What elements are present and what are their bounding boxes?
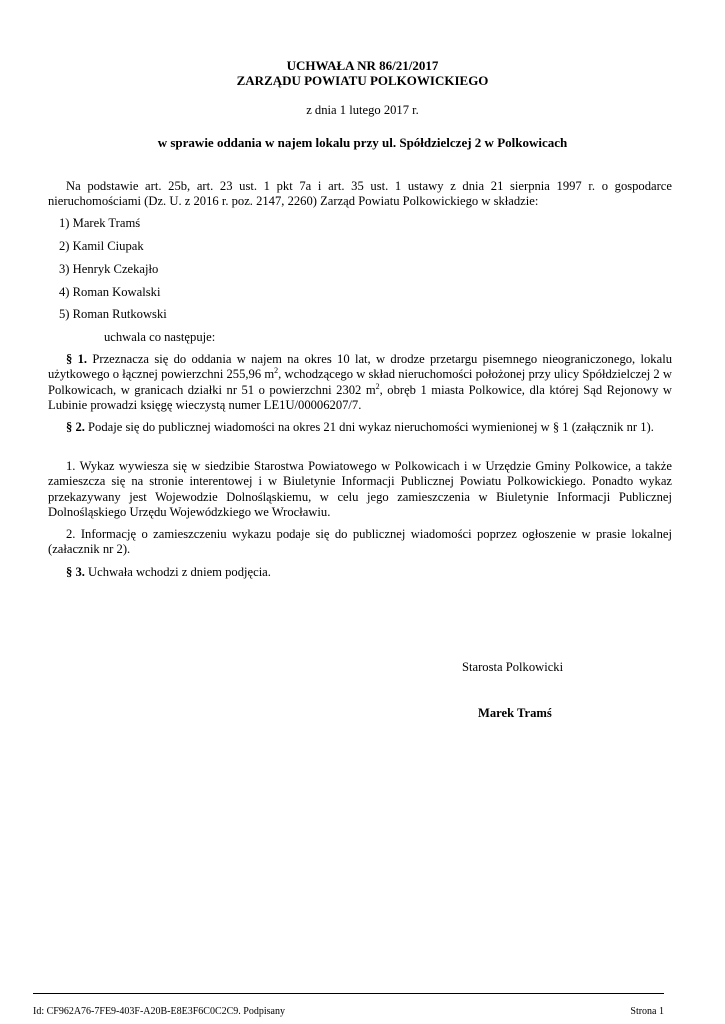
section-1-label: § 1. (66, 352, 88, 366)
section-3 (48, 565, 672, 580)
intro-paragraph: Na podstawie art. 25b, art. 23 ust. 1 pkt 7a i art. 35 ust. 1 ustawy z dnia 21 sierpnia 1997 r. o gospodarce nieruchomościami (Dz. U. z 2016 r. poz. 2147, 2260) Zarząd Powiatu Polkowickiego w składzie: (48, 179, 672, 209)
section-1-text-a: Przeznacza się do oddania w najem na okres 10 lat, w drodze przetargu pisemnego nieograniczonego, lokalu użytkowego o łącznej powierzchni 255,96 m (48, 352, 672, 382)
issuing-body: ZARZĄDU POWIATU POLKOWICKIEGO (236, 73, 489, 88)
footer-divider (33, 993, 664, 994)
section-2 (48, 420, 672, 435)
section-3-label: § 3. (66, 565, 85, 579)
signatory-name: Marek Tramś (478, 706, 552, 720)
resolves-statement: uchwala co następuje: (104, 330, 216, 344)
member-item: 3) Henryk Czekajło (59, 262, 159, 276)
resolution-subject: w sprawie oddania w najem lokalu przy ul. Spółdzielczej 2 w Polkowicach (157, 135, 568, 150)
member-item: 4) Roman Kowalski (59, 285, 161, 299)
resolution-date: z dnia 1 lutego 2017 r. (306, 103, 419, 117)
resolution-number: UCHWAŁA NR 86/21/2017 (286, 58, 439, 73)
section-2-point-2: 2. Informację o zamieszczeniu wykazu podaje się do publicznej wiadomości poprzez ogłoszenie w prasie lokalnej (załacznik nr 2). (48, 527, 672, 557)
superscript: 2 (375, 381, 380, 391)
document-id: Id: CF962A76-7FE9-403F-A20B-E8E3F6C0C2C9. Podpisany (33, 1006, 285, 1017)
section-1-text-c: , obręb 1 miasta Polkowice, dla której Sąd Rejonowy w Lubinie prowadzi księgę wieczystą numer LE1U/00006207/7. (48, 382, 672, 413)
section-2-text: Podaje się do publicznej wiadomości na okres 21 dni wykaz nieruchomości wymienionej w § 1 (załącznik nr 1). (84, 420, 654, 434)
member-item: 2) Kamil Ciupak (59, 239, 144, 253)
section-1-text-b: , wchodzącego w skład nieruchomości położonej przy ulicy Spółdzielczej 2 w Polkowicach, w granicach działki nr 51 o powierzchni 2302 m (48, 367, 672, 397)
section-1 (48, 352, 672, 414)
section-2-point-1: 1. Wykaz wywiesza się w siedzibie Starostwa Powiatowego w Polkowicach i w Urzędzie Gminy Polkowice, a także zamieszcza się na stronie interentowej i w Biuletynie Informacji Publicznej Powiatu Polkowickiego. Ponadto wykaz przekazywany jest Wojewodzie Dolnośląskiemu, w celu jego zamieszczenia w Biuletynie Informacji Publicznej Dolnośląskiego Urzędu Wojewódzkiego we Wrocławiu. (48, 459, 672, 520)
signatory-role: Starosta Polkowicki (462, 660, 564, 674)
superscript: 2 (274, 366, 279, 376)
page-number: Strona 1 (630, 1006, 664, 1017)
member-item: 1) Marek Tramś (59, 216, 141, 230)
section-3-text: Uchwała wchodzi z dniem podjęcia. (84, 565, 271, 579)
member-item: 5) Roman Rutkowski (59, 307, 167, 321)
section-2-label: § 2. (66, 420, 85, 434)
